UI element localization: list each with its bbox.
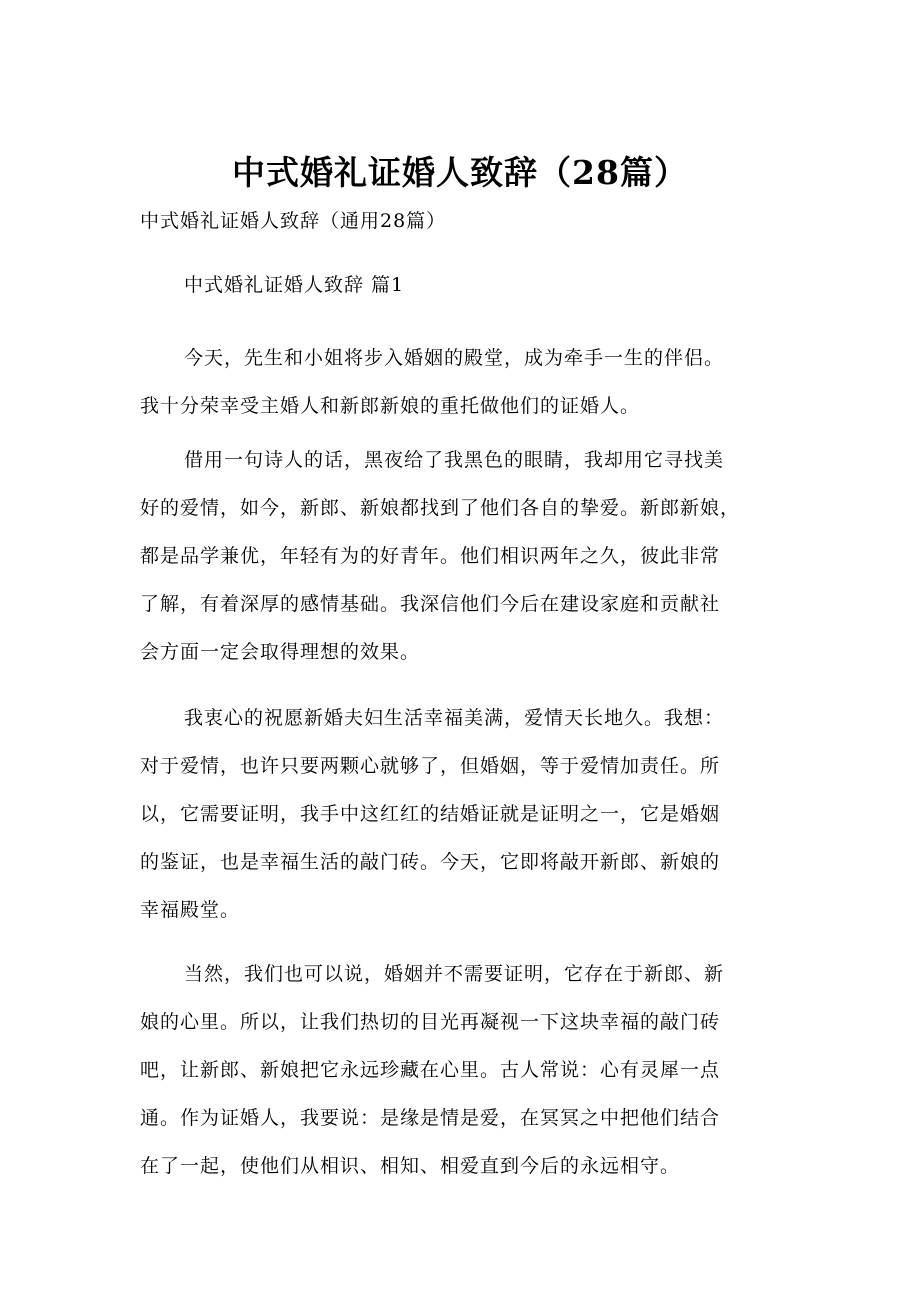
paragraph-line: 的鉴证，也是幸福生活的敲门砖。今天，它即将敲开新郎、新娘的 — [140, 851, 721, 873]
paragraph-line: 吧，让新郎、新娘把它永远珍藏在心里。古人常说：心有灵犀一点 — [140, 1059, 721, 1081]
paragraph-line: 会方面一定会取得理想的效果。 — [140, 641, 421, 663]
paragraph-line: 好的爱情，如今，新郎、新娘都找到了他们各自的挚爱。新郎新娘， — [140, 497, 741, 519]
document-title: 中式婚礼证婚人致辞（28篇） — [232, 153, 688, 192]
paragraph-4 — [140, 950, 800, 1190]
paragraph-line: 对于爱情，也许只要两颗心就够了，但婚姻，等于爱情加责任。所 — [140, 755, 721, 777]
section-heading: 中式婚礼证婚人致辞 篇1 — [184, 274, 405, 296]
paragraph-line: 都是品学兼优，年轻有为的好青年。他们相识两年之久，彼此非常 — [140, 545, 721, 567]
paragraph-line: 了解，有着深厚的感情基础。我深信他们今后在建设家庭和贡献社 — [140, 593, 721, 615]
paragraph-line: 在了一起，使他们从相识、相知、相爱直到今后的永远相守。 — [140, 1155, 681, 1177]
paragraph-line: 借用一句诗人的话，黑夜给了我黑色的眼睛，我却用它寻找美 — [184, 449, 725, 471]
paragraph-line: 娘的心里。所以，让我们热切的目光再凝视一下这块幸福的敲门砖 — [140, 1011, 721, 1033]
paragraph-line: 我衷心的祝愿新婚夫妇生活幸福美满，爱情天长地久。我想： — [184, 707, 725, 729]
paragraph-line: 我十分荣幸受主婚人和新郎新娘的重托做他们的证婚人。 — [140, 395, 641, 417]
paragraph-line: 当然，我们也可以说，婚姻并不需要证明，它存在于新郎、新 — [184, 963, 725, 985]
paragraph-line: 通。作为证婚人，我要说：是缘是情是爱，在冥冥之中把他们结合 — [140, 1107, 721, 1129]
paragraph-line: 以，它需要证明，我手中这红红的结婚证就是证明之一，它是婚姻 — [140, 803, 721, 825]
paragraph-line: 今天，先生和小姐将步入婚姻的殿堂，成为牵手一生的伴侣。 — [184, 347, 725, 369]
paragraph-3 — [140, 694, 800, 934]
document-subtitle: 中式婚礼证婚人致辞（通用28篇） — [140, 210, 447, 232]
paragraph-line: 幸福殿堂。 — [140, 899, 241, 921]
paragraph-1 — [140, 334, 800, 430]
paragraph-2 — [140, 436, 800, 676]
